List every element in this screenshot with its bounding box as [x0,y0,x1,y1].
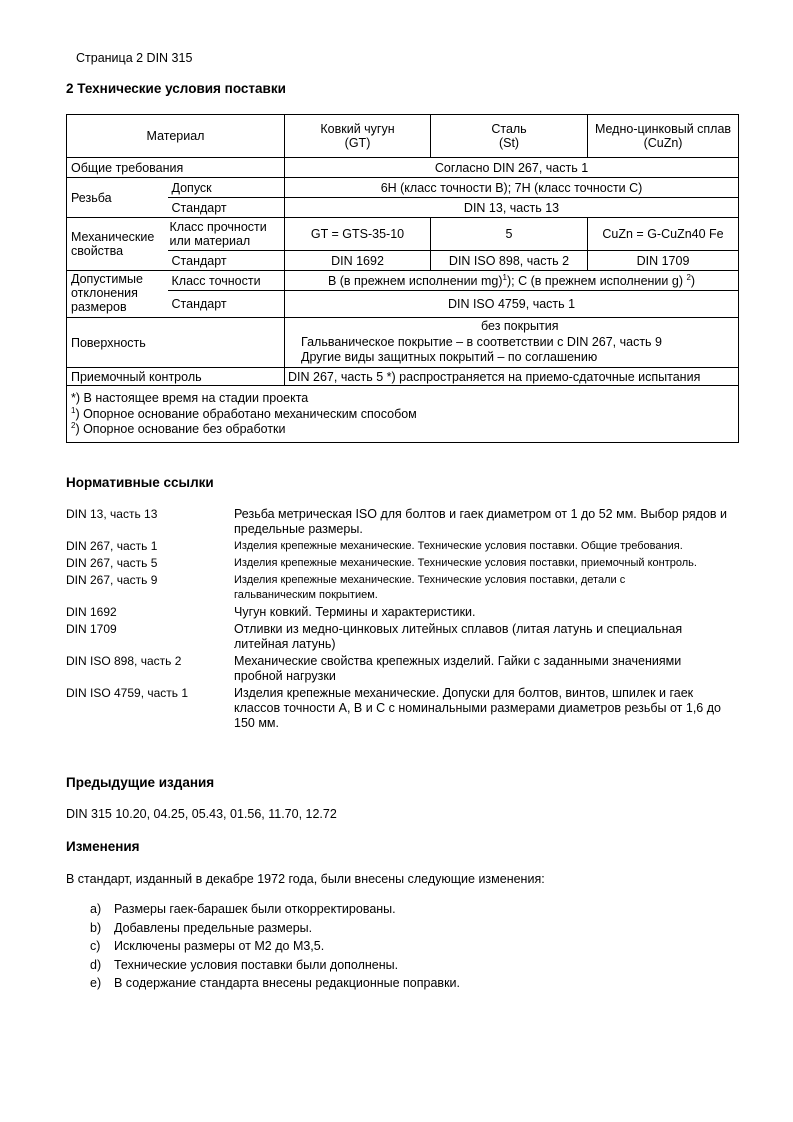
deviations-standard-value: DIN ISO 4759, часть 1 [285,291,739,318]
thread-label: Резьба [67,178,168,218]
surface-value: без покрытия Гальваническое покрытие – в соответствии с DIN 267, часть 9 Другие виды защитных покрытий – по соглашению [285,318,739,368]
header-material: Материал [67,115,285,158]
changes-title: Изменения [66,839,140,854]
general-value: Согласно DIN 267, часть 1 [285,158,739,178]
list-item: b) Добавлены предельные размеры. [90,920,313,935]
header-cuzn: Медно-цинковый сплав (CuZn) [588,115,739,158]
thread-standard-label: Стандарт [168,198,285,218]
deviations-class-value: B (в прежнем исполнении mg)$^1$); C (в прежнем исполнении g) $^2$) [285,271,739,291]
deviations-standard-label: Стандарт [168,291,285,318]
footnote: $^2$) Опорное основание без обработки [71,420,286,436]
footnotes [67,386,739,443]
mechanical-label: Механические свойства [67,218,168,271]
table-footnotes-row [67,386,739,443]
previous-editions-text: DIN 315 10.20, 04.25, 05.43, 01.56, 11.70, 12.72 [66,807,337,821]
list-item: DIN ISO 898, часть 2 Механические свойства крепежных изделий. Гайки с заданными значениями пробной нагрузки [66,654,682,683]
list-item: DIN 1709 Отливки из медно-цинковых литейных сплавов (литая латунь и специальная литейная латунь) [66,622,683,651]
table-row [67,251,739,271]
list-item: DIN 1692 Чугун ковкий. Термины и характеристики. [66,605,476,619]
changes-list [90,902,460,995]
table-row [67,218,739,251]
table-row [67,368,739,386]
mechanical-class-label: Класс прочности или материал [168,218,285,251]
list-item: DIN ISO 4759, часть 1 Изделия крепежные механические. Допуски для болтов, винтов, шпилек и гаек классов точности A, B и C с номинальными размерами диаметров резьбы от 1,6 до 150 мм. [66,686,721,730]
acceptance-value: DIN 267, часть 5 *) распространяется на приемо-сдаточные испытания [285,368,739,386]
footnote: $^1$) Опорное основание обработано механическим способом [71,405,417,421]
list-item: a) Размеры гаек-барашек были откорректированы. [90,902,396,916]
list-item: DIN 267, часть 1 Изделия крепежные механические. Технические условия поставки. Общие требования. [66,539,683,553]
mechanical-class-st: 5 [431,218,588,251]
deviations-class-label: Класс точности [168,271,285,291]
surface-label: Поверхность [67,318,285,368]
mechanical-standard-label: Стандарт [168,251,285,271]
acceptance-label: Приемочный контроль [67,368,285,386]
table-row [67,318,739,368]
page-header: Страница 2 DIN 315 [76,51,193,65]
list-item: d) Технические условия поставки были дополнены. [90,957,399,972]
delivery-conditions-table [66,114,739,443]
footnote: *) В настоящее время на стадии проекта [71,391,309,405]
list-item: DIN 267, часть 9 Изделия крепежные механические. Технические условия поставки, детали с гальваническим покрытием. [66,573,626,601]
thread-tolerance-label: Допуск [168,178,285,198]
table-row [67,271,739,291]
table-header-row [67,115,739,158]
mechanical-standard-st: DIN ISO 898, часть 2 [431,251,588,271]
previous-editions-title: Предыдущие издания [66,775,215,790]
list-item: DIN 267, часть 5 Изделия крепежные механические. Технические условия поставки, приемочный контроль. [66,556,697,570]
mechanical-standard-gt: DIN 1692 [285,251,431,271]
mechanical-class-cuzn: CuZn = G-CuZn40 Fe [588,218,739,251]
table-row [67,178,739,198]
table-row [67,158,739,178]
mechanical-class-gt: GT = GTS-35-10 [285,218,431,251]
references-list [66,507,746,733]
table-row [67,198,739,218]
header-gt: Ковкий чугун (GT) [285,115,431,158]
list-item: DIN 13, часть 13 Резьба метрическая ISO для болтов и гаек диаметром от 1 до 52 мм. Выбор рядов и предельные размеры. [66,507,728,536]
header-st: Сталь (St) [431,115,588,158]
general-label: Общие требования [67,158,285,178]
table-row [67,291,739,318]
thread-standard-value: DIN 13, часть 13 [285,198,739,218]
thread-tolerance-value: 6H (класс точности B); 7H (класс точности C) [285,178,739,198]
section-title: 2 Технические условия поставки [66,81,286,96]
deviations-label: Допустимые отклонения размеров [67,271,168,318]
references-title: Нормативные ссылки [66,475,214,490]
list-item: c) Исключены размеры от M2 до M3,5. [90,939,325,953]
list-item: e) В содержание стандарта внесены редакционные поправки. [90,976,460,990]
changes-intro: В стандарт, изданный в декабре 1972 года, были внесены следующие изменения: [66,872,545,886]
mechanical-standard-cuzn: DIN 1709 [588,251,739,271]
